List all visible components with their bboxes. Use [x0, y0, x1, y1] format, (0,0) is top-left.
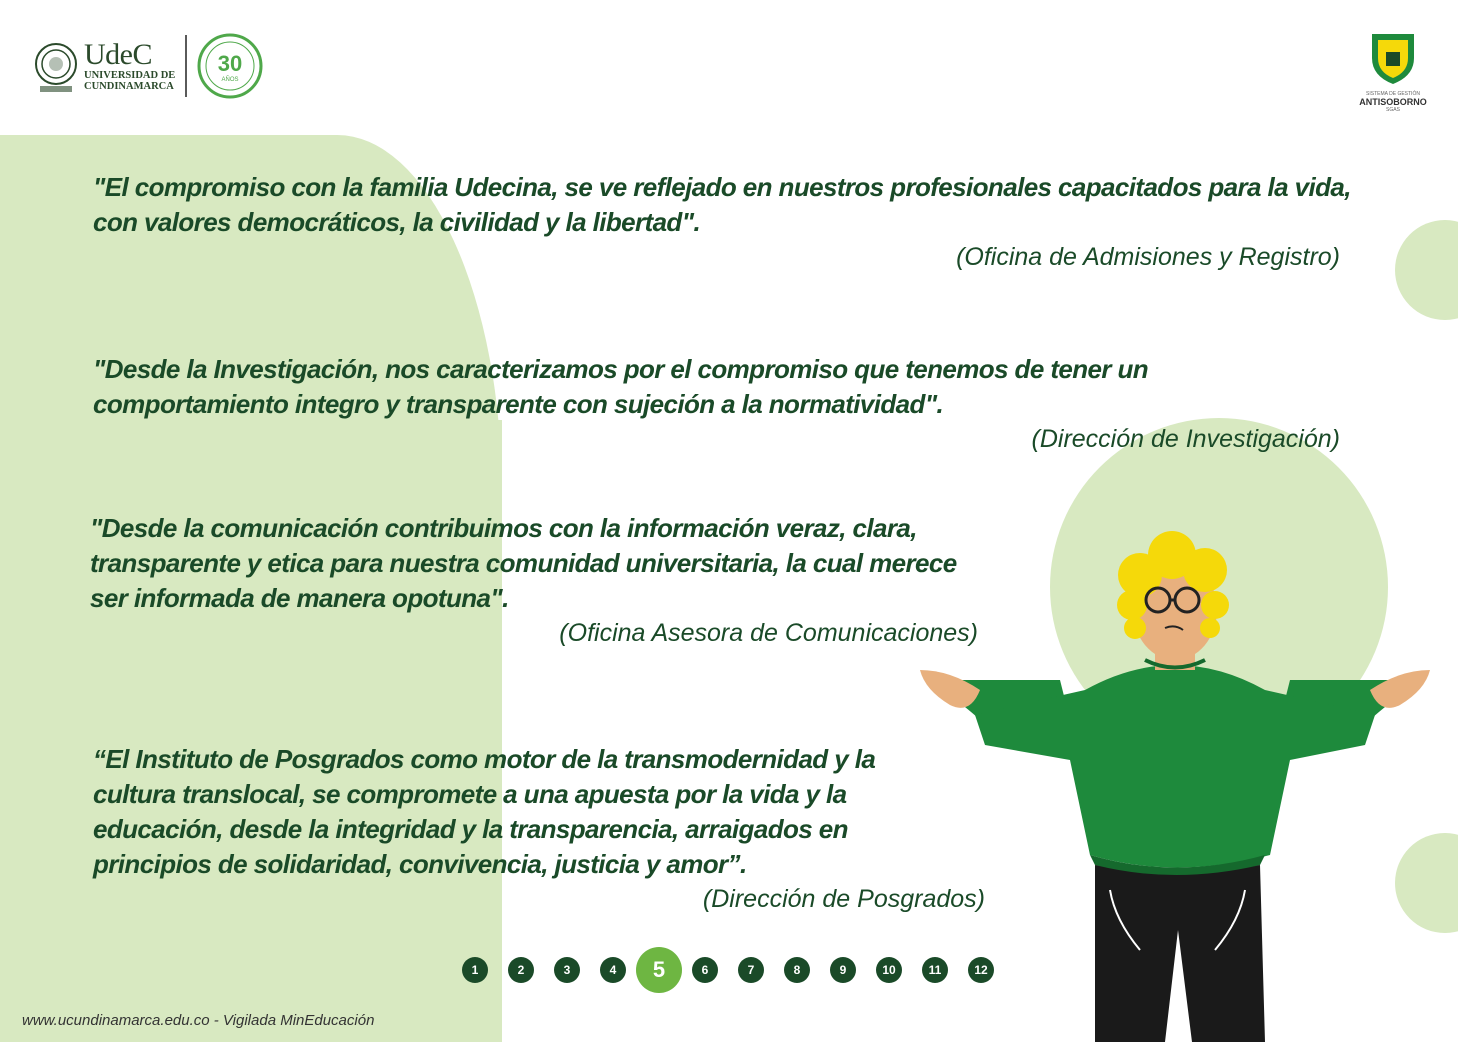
quote-author: (Oficina Asesora de Comunicaciones) — [559, 619, 978, 647]
university-seal-icon — [34, 36, 78, 96]
antisoborno-system: SISTEMA DE GESTIÓN — [1366, 91, 1420, 97]
page-button[interactable]: 2 — [508, 957, 534, 983]
page-button[interactable]: 9 — [830, 957, 856, 983]
udec-logo[interactable] — [34, 33, 263, 99]
quote-text: "Desde la Investigación, nos caracterizamos por el compromiso que tenemos de tener un comportamiento integro y transparente con sujeción a la normatividad". — [93, 354, 1149, 419]
brand-name: UdeC — [84, 38, 152, 71]
page-button[interactable]: 12 — [968, 957, 994, 983]
antisoborno-code: SGAS — [1386, 107, 1400, 113]
footer-website[interactable]: www.ucundinamarca.edu.co - Vigilada MinEducación — [22, 1012, 375, 1029]
decorative-circle — [1395, 220, 1458, 320]
quote-text: “El Instituto de Posgrados como motor de la transmodernidad y la cultura translocal, se compromete a una apuesta por la vida y la educación, desde la integridad y la transparencia, arraigados en principios de solidaridad, convivencia, justicia y amor”. — [93, 744, 876, 879]
quote-text: "El compromiso con la familia Udecina, se ve reflejado en nuestros profesionales capacitados para la vida, con valores democráticos, la civilidad y la libertad". — [93, 172, 1351, 237]
quote-author: (Dirección de Investigación) — [1031, 425, 1340, 453]
udec-wordmark — [84, 40, 175, 92]
anniversary-word: AÑOS — [221, 77, 239, 83]
page-button[interactable]: 8 — [784, 957, 810, 983]
page-button[interactable]: 1 — [462, 957, 488, 983]
pagination — [462, 948, 1014, 992]
page-button[interactable]: 10 — [876, 957, 902, 983]
page-button[interactable]: 11 — [922, 957, 948, 983]
quote-text: "Desde la comunicación contribuimos con la información veraz, clara, transparente y etica para nuestra comunidad universitaria, la cual merece ser informada de manera opotuna". — [90, 513, 957, 613]
anniversary-30-icon — [197, 33, 263, 99]
quote-author: (Dirección de Posgrados) — [702, 885, 985, 913]
page-button-current[interactable]: 5 — [636, 947, 682, 993]
shield-icon — [1368, 30, 1418, 86]
page-button[interactable]: 7 — [738, 957, 764, 983]
page-button[interactable]: 6 — [692, 957, 718, 983]
page-button[interactable]: 3 — [554, 957, 580, 983]
logo-divider — [185, 35, 187, 97]
anniversary-number: 30 — [218, 51, 243, 76]
brand-sub-line-1: UNIVERSIDAD DE — [84, 70, 176, 81]
brand-sub-line-2: CUNDINAMARCA — [84, 81, 174, 92]
antisoborno-logo[interactable] — [1354, 30, 1432, 113]
antisoborno-name: ANTISOBORNO — [1359, 97, 1427, 107]
quote-author: (Oficina de Admisiones y Registro) — [956, 243, 1340, 271]
page-button[interactable]: 4 — [600, 957, 626, 983]
